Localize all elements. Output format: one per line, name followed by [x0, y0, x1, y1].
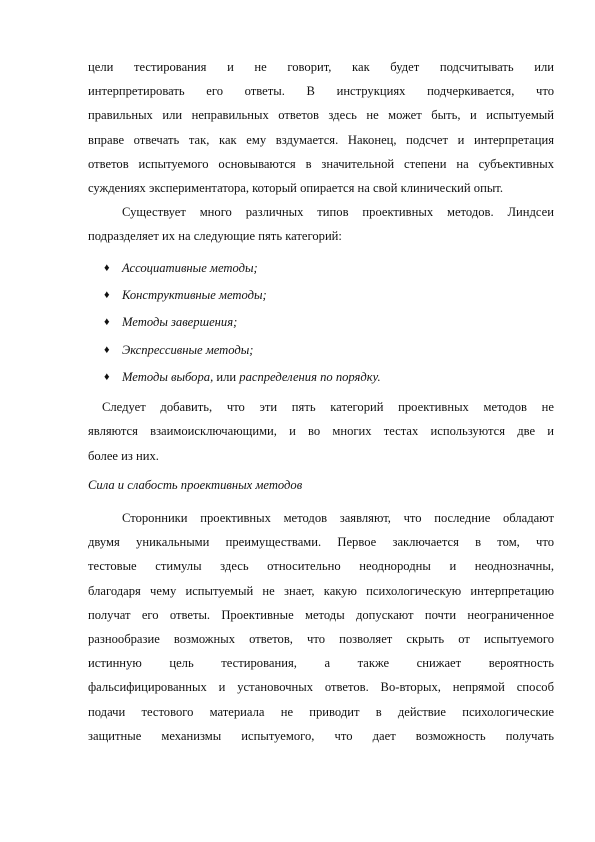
category-list	[88, 255, 554, 391]
text-line: подачи тестового материала не приводит в действие психологические	[88, 704, 554, 719]
text-line: Сторонники проективных методов заявляют, что последние обладают	[122, 510, 554, 525]
diamond-bullet-icon: ♦	[104, 370, 110, 383]
diamond-bullet-icon: ♦	[104, 288, 110, 301]
text-line: интерпретировать его ответы. В инструкциях подчеркивается, что	[88, 84, 554, 99]
diamond-bullet-icon: ♦	[104, 343, 110, 356]
paragraph-3	[88, 395, 554, 468]
text-line: суждениях экспериментатора, который опирается на свой клинический опыт.	[88, 181, 504, 196]
paragraph-4	[88, 506, 554, 748]
page-content	[88, 55, 554, 748]
list-item	[88, 255, 554, 282]
text-line: являются взаимоисключающими, и во многих тестах используются две и	[88, 424, 554, 439]
list-item-text: Ассоциативные методы;	[122, 260, 258, 275]
list-item-text: Конструктивные методы;	[122, 287, 267, 302]
diamond-bullet-icon: ♦	[104, 261, 110, 274]
paragraph-2	[88, 200, 554, 248]
text-line: тестовые стимулы здесь относительно неоднородны и неоднозначны,	[88, 559, 554, 574]
list-item	[88, 337, 554, 364]
text-line: фальсифицированных и установочных ответов. Во-вторых, непрямой способ	[88, 680, 554, 695]
text-line: Существует много различных типов проективных методов. Линдсеи	[122, 205, 554, 220]
text-line: Следует добавить, что эти пять категорий проективных методов не	[102, 400, 554, 415]
text-line: получат его ответы. Проективные методы допускают почти неограниченное	[88, 607, 554, 622]
list-item	[88, 364, 554, 391]
text-line: благодаря чему испытуемый не знает, какую психологическую интерпретацию	[88, 583, 554, 598]
list-item-connector: или	[213, 369, 240, 384]
list-item-text: Методы завершения;	[122, 315, 238, 330]
text-line: ответов испытуемого основываются в значительной степени на субъективных	[88, 156, 554, 171]
text-line: двумя уникальными преимуществами. Первое заключается в том, что	[88, 535, 554, 550]
text-line: подразделяет их на следующие пять категорий:	[88, 229, 342, 244]
section-heading: Сила и слабость проективных методов	[88, 477, 303, 492]
list-item	[88, 309, 554, 336]
text-line: разнообразие возможных ответов, что позволяет скрыть от испытуемого	[88, 631, 554, 646]
list-item	[88, 282, 554, 309]
text-line: правильных или неправильных ответов здесь не может быть, и испытуемый	[88, 108, 554, 123]
list-item-text-continued: распределения по порядку.	[239, 369, 381, 384]
text-line: защитные механизмы испытуемого, что дает возможность получать	[88, 728, 554, 743]
list-item-text: Методы выбора,	[122, 369, 214, 384]
text-line: цели тестирования и не говорит, как будет подсчитывать или	[88, 60, 554, 74]
list-item-text: Экспрессивные методы;	[122, 342, 254, 357]
text-line: вправе отвечать так, как ему вздумается. Наконец, подсчет и интерпретация	[88, 132, 554, 147]
text-line: истинную цель тестирования, а также снижает вероятность	[88, 656, 554, 671]
text-line: более из них.	[88, 448, 159, 463]
diamond-bullet-icon: ♦	[104, 316, 110, 329]
paragraph-1	[88, 55, 554, 200]
